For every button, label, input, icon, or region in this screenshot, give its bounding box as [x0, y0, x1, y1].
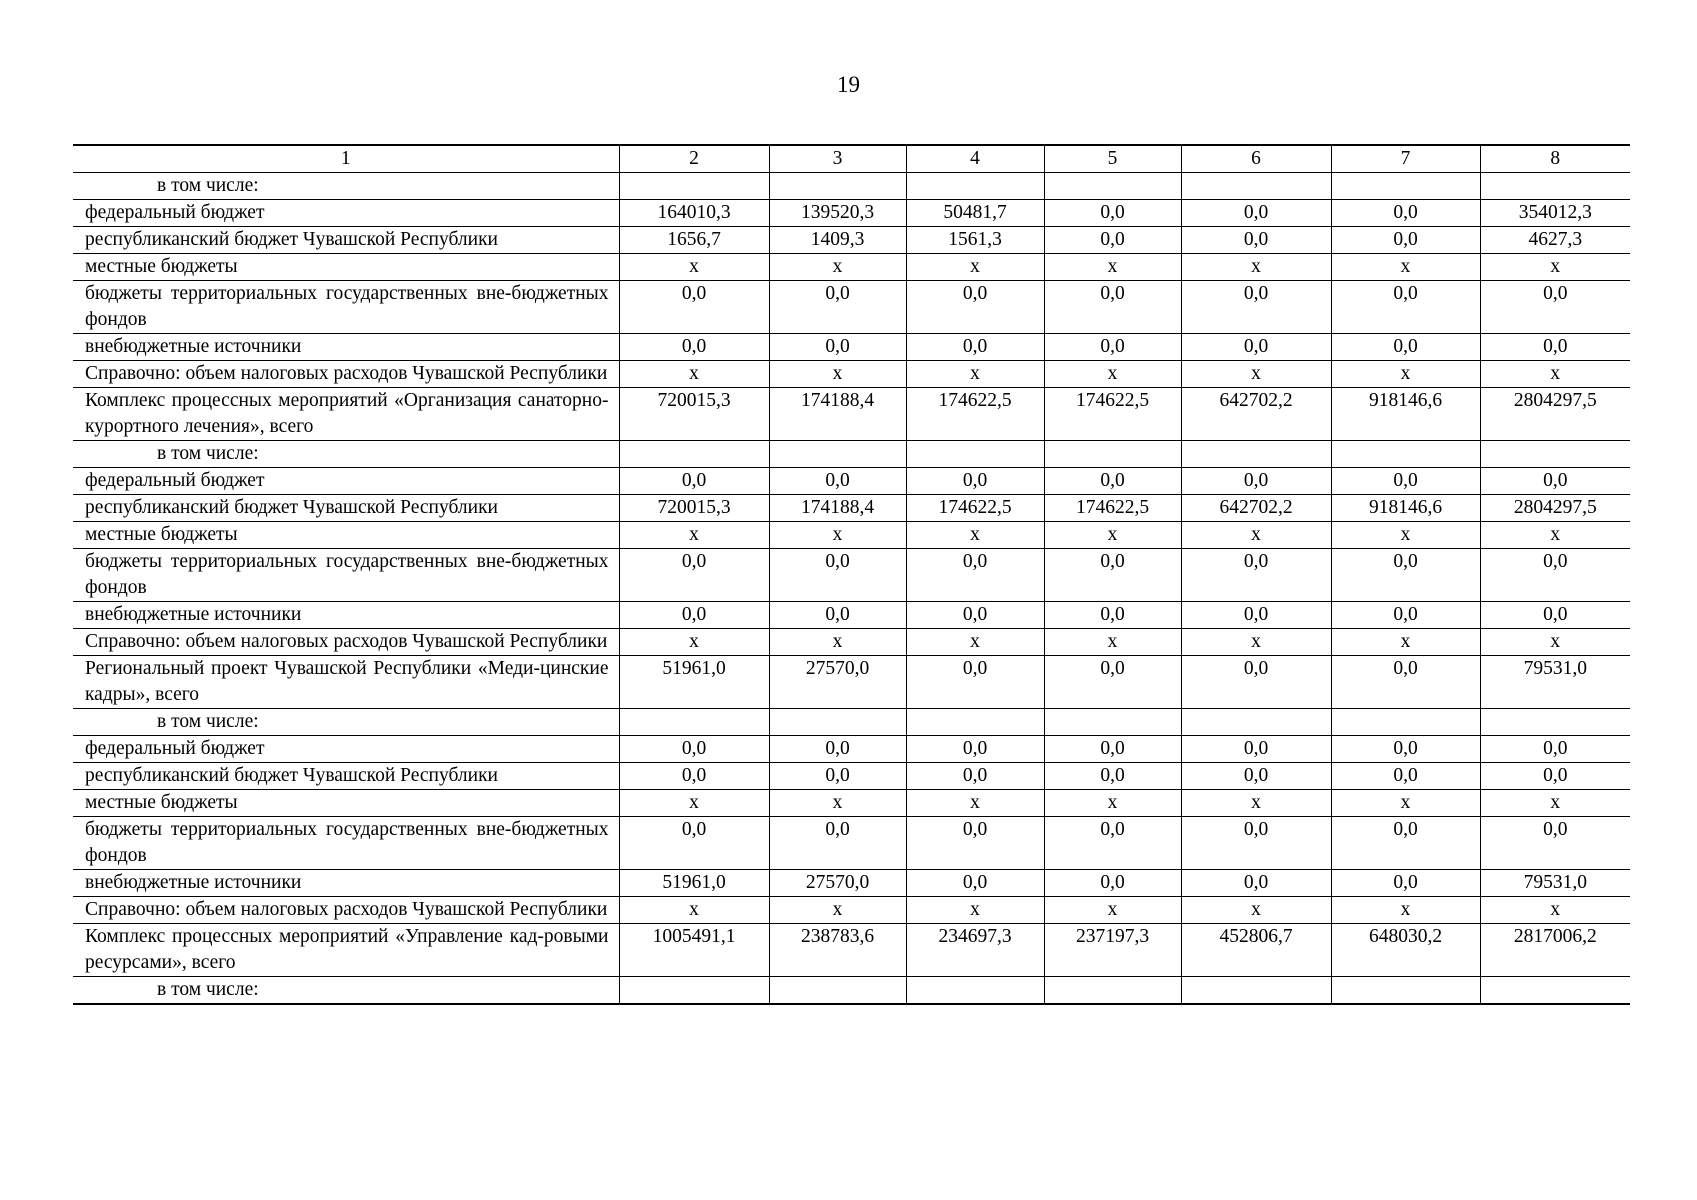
table-cell: 0,0	[1181, 468, 1331, 495]
table-cell	[619, 709, 769, 736]
table-cell: 234697,3	[906, 924, 1044, 977]
table-cell: 0,0	[769, 334, 906, 361]
table-cell: 0,0	[1331, 200, 1480, 227]
column-number: 8	[1480, 145, 1630, 173]
table-cell: 0,0	[1181, 602, 1331, 629]
table-cell	[1480, 441, 1630, 468]
table-cell: 2804297,5	[1480, 495, 1630, 522]
page-number: 19	[837, 72, 860, 97]
table-cell: 237197,3	[1044, 924, 1181, 977]
row-label: местные бюджеты	[73, 254, 619, 281]
table-cell: х	[1181, 522, 1331, 549]
table-cell: 0,0	[906, 656, 1044, 709]
column-number-row	[73, 145, 1630, 173]
table-cell: 0,0	[619, 763, 769, 790]
table-cell: 0,0	[906, 334, 1044, 361]
row-label: республиканский бюджет Чувашской Республики	[73, 495, 619, 522]
table-row	[73, 522, 1630, 549]
table-cell: х	[619, 522, 769, 549]
table-row	[73, 629, 1630, 656]
row-label: местные бюджеты	[73, 522, 619, 549]
table-cell	[1181, 709, 1331, 736]
column-number: 1	[73, 145, 619, 173]
table-cell: 174622,5	[906, 388, 1044, 441]
table-cell: 0,0	[1181, 763, 1331, 790]
row-label: бюджеты территориальных государственных вне-бюджетных фондов	[73, 281, 619, 334]
table-cell: 0,0	[1480, 817, 1630, 870]
table-row	[73, 334, 1630, 361]
table-row	[73, 977, 1630, 1005]
column-number: 2	[619, 145, 769, 173]
table-cell: 0,0	[769, 468, 906, 495]
table-row	[73, 709, 1630, 736]
table-cell: 720015,3	[619, 388, 769, 441]
table-cell: х	[619, 361, 769, 388]
table-cell: 0,0	[1480, 334, 1630, 361]
table-cell	[769, 441, 906, 468]
table-cell: х	[619, 254, 769, 281]
table-cell	[1331, 173, 1480, 200]
table-cell: 174622,5	[1044, 388, 1181, 441]
table-cell: х	[906, 522, 1044, 549]
table-cell: 0,0	[769, 763, 906, 790]
table-cell: 0,0	[906, 468, 1044, 495]
table-cell: 0,0	[1181, 736, 1331, 763]
table-cell: х	[1181, 629, 1331, 656]
column-number: 7	[1331, 145, 1480, 173]
table-cell: 0,0	[1044, 468, 1181, 495]
table-cell	[1044, 977, 1181, 1005]
table-cell: 0,0	[906, 602, 1044, 629]
table-cell: х	[1480, 790, 1630, 817]
table-row	[73, 897, 1630, 924]
table-cell: 0,0	[619, 334, 769, 361]
table-row	[73, 200, 1630, 227]
table-cell	[769, 173, 906, 200]
table-cell: х	[1480, 897, 1630, 924]
table-cell: 0,0	[619, 817, 769, 870]
table-row	[73, 656, 1630, 709]
table-cell: х	[769, 790, 906, 817]
table-cell: 0,0	[1181, 200, 1331, 227]
table-cell: 0,0	[1331, 817, 1480, 870]
table-cell: 27570,0	[769, 656, 906, 709]
table-cell: 0,0	[1044, 200, 1181, 227]
row-label: республиканский бюджет Чувашской Республики	[73, 227, 619, 254]
table-cell: х	[1181, 897, 1331, 924]
table-cell: х	[1181, 254, 1331, 281]
table-row	[73, 388, 1630, 441]
table-cell	[906, 173, 1044, 200]
table-cell: 1409,3	[769, 227, 906, 254]
table-cell	[1044, 441, 1181, 468]
row-label: в том числе:	[73, 173, 619, 200]
table-cell: х	[1044, 897, 1181, 924]
row-label: Справочно: объем налоговых расходов Чувашской Республики	[73, 361, 619, 388]
row-label: внебюджетные источники	[73, 870, 619, 897]
table-row	[73, 254, 1630, 281]
table-row	[73, 602, 1630, 629]
table-cell	[1331, 977, 1480, 1005]
table-cell: 0,0	[1331, 736, 1480, 763]
table-cell: 0,0	[1331, 227, 1480, 254]
table-cell: х	[619, 790, 769, 817]
table-cell: 174188,4	[769, 495, 906, 522]
table-cell: х	[769, 897, 906, 924]
table-cell: 642702,2	[1181, 388, 1331, 441]
table-cell	[1480, 977, 1630, 1005]
row-label: Справочно: объем налоговых расходов Чувашской Республики	[73, 629, 619, 656]
table-cell: 720015,3	[619, 495, 769, 522]
table-cell: 0,0	[769, 549, 906, 602]
table-cell: 139520,3	[769, 200, 906, 227]
table-cell: х	[1044, 629, 1181, 656]
table-cell: 0,0	[1044, 227, 1181, 254]
row-label: Комплекс процессных мероприятий «Управление кад-ровыми ресурсами», всего	[73, 924, 619, 977]
table-cell: 0,0	[1480, 763, 1630, 790]
table-cell: х	[906, 897, 1044, 924]
table-cell: 0,0	[1480, 736, 1630, 763]
row-label: внебюджетные источники	[73, 334, 619, 361]
table-cell: 918146,6	[1331, 495, 1480, 522]
table-cell: 0,0	[906, 549, 1044, 602]
row-label: Комплекс процессных мероприятий «Организация санаторно-курортного лечения», всего	[73, 388, 619, 441]
table-cell: 0,0	[1480, 468, 1630, 495]
table-cell: х	[1181, 790, 1331, 817]
table-cell: 452806,7	[1181, 924, 1331, 977]
table-cell	[769, 709, 906, 736]
row-label: в том числе:	[73, 977, 619, 1005]
row-label: Региональный проект Чувашской Республики «Меди-цинские кадры», всего	[73, 656, 619, 709]
table-cell: 79531,0	[1480, 656, 1630, 709]
table-cell: 0,0	[1181, 281, 1331, 334]
table-cell: х	[1044, 790, 1181, 817]
row-label: федеральный бюджет	[73, 200, 619, 227]
table-cell: 174622,5	[906, 495, 1044, 522]
table-cell	[1181, 977, 1331, 1005]
row-label: в том числе:	[73, 441, 619, 468]
table-cell: х	[619, 629, 769, 656]
table-cell: 0,0	[1181, 870, 1331, 897]
table-cell: 0,0	[1331, 334, 1480, 361]
table-cell: 0,0	[1044, 817, 1181, 870]
table-cell	[1044, 709, 1181, 736]
table-cell: х	[1331, 790, 1480, 817]
table-row	[73, 495, 1630, 522]
table-cell	[906, 977, 1044, 1005]
row-label: бюджеты территориальных государственных вне-бюджетных фондов	[73, 817, 619, 870]
row-label: в том числе:	[73, 709, 619, 736]
table-cell: 918146,6	[1331, 388, 1480, 441]
column-number: 5	[1044, 145, 1181, 173]
table-cell: 0,0	[1044, 763, 1181, 790]
table-row	[73, 549, 1630, 602]
table-row	[73, 441, 1630, 468]
table-cell: х	[1331, 897, 1480, 924]
table-cell: 51961,0	[619, 870, 769, 897]
table-cell: 164010,3	[619, 200, 769, 227]
table-cell: х	[1480, 522, 1630, 549]
table-cell: 2804297,5	[1480, 388, 1630, 441]
table-cell: 0,0	[1181, 334, 1331, 361]
table-cell	[619, 441, 769, 468]
table-cell: 0,0	[1331, 656, 1480, 709]
budget-table	[73, 144, 1630, 1005]
table-cell: 0,0	[1181, 227, 1331, 254]
row-label: внебюджетные источники	[73, 602, 619, 629]
table-cell	[1331, 709, 1480, 736]
table-cell	[1480, 709, 1630, 736]
table-cell: х	[769, 629, 906, 656]
table-row	[73, 736, 1630, 763]
table-cell: х	[1331, 522, 1480, 549]
table-cell: 0,0	[906, 736, 1044, 763]
row-label: федеральный бюджет	[73, 736, 619, 763]
table-row	[73, 468, 1630, 495]
table-row	[73, 361, 1630, 388]
table-row	[73, 924, 1630, 977]
row-label: республиканский бюджет Чувашской Республики	[73, 763, 619, 790]
table-cell: 0,0	[1181, 817, 1331, 870]
table-cell: 0,0	[1181, 656, 1331, 709]
table-cell: 0,0	[906, 763, 1044, 790]
table-cell: 0,0	[769, 281, 906, 334]
table-cell: 0,0	[1044, 281, 1181, 334]
table-cell: 0,0	[1331, 602, 1480, 629]
table-cell: 0,0	[769, 602, 906, 629]
table-cell: 0,0	[1331, 281, 1480, 334]
table-cell	[619, 977, 769, 1005]
table-cell: х	[1181, 361, 1331, 388]
row-label: федеральный бюджет	[73, 468, 619, 495]
table-cell: 0,0	[1331, 763, 1480, 790]
table-cell: х	[1331, 254, 1480, 281]
table-cell: 4627,3	[1480, 227, 1630, 254]
table-cell: х	[906, 790, 1044, 817]
table-cell: 0,0	[1480, 602, 1630, 629]
table-cell	[1181, 173, 1331, 200]
table-cell: х	[906, 629, 1044, 656]
table-cell: х	[1044, 522, 1181, 549]
table-cell: х	[1044, 254, 1181, 281]
table-cell: 0,0	[1331, 468, 1480, 495]
table-row	[73, 790, 1630, 817]
table-cell: 27570,0	[769, 870, 906, 897]
table-cell: 0,0	[1044, 602, 1181, 629]
table-cell: 50481,7	[906, 200, 1044, 227]
table-cell: 648030,2	[1331, 924, 1480, 977]
row-label: бюджеты территориальных государственных вне-бюджетных фондов	[73, 549, 619, 602]
table-cell: 0,0	[1331, 549, 1480, 602]
table-cell: 0,0	[906, 870, 1044, 897]
table-cell	[619, 173, 769, 200]
table-cell: 0,0	[619, 736, 769, 763]
table-cell: 174188,4	[769, 388, 906, 441]
table-cell: 2817006,2	[1480, 924, 1630, 977]
table-row	[73, 281, 1630, 334]
row-label: местные бюджеты	[73, 790, 619, 817]
table-cell: 0,0	[1044, 736, 1181, 763]
table-cell: 51961,0	[619, 656, 769, 709]
table-cell: х	[906, 254, 1044, 281]
column-number: 4	[906, 145, 1044, 173]
column-number: 3	[769, 145, 906, 173]
table-cell	[1044, 173, 1181, 200]
table-cell: 238783,6	[769, 924, 906, 977]
table-cell: 0,0	[1331, 870, 1480, 897]
table-cell: х	[619, 897, 769, 924]
table-cell: х	[769, 361, 906, 388]
table-cell	[906, 441, 1044, 468]
table-cell: 1005491,1	[619, 924, 769, 977]
table-cell	[1480, 173, 1630, 200]
table-cell: 0,0	[1044, 656, 1181, 709]
table-cell: х	[1331, 361, 1480, 388]
table-cell: 0,0	[1480, 549, 1630, 602]
table-cell	[1331, 441, 1480, 468]
table-cell: 0,0	[1480, 281, 1630, 334]
table-cell: 0,0	[1044, 549, 1181, 602]
table-cell: 0,0	[769, 736, 906, 763]
table-row	[73, 870, 1630, 897]
table-cell: х	[1331, 629, 1480, 656]
table-cell: 0,0	[1181, 549, 1331, 602]
table-row	[73, 763, 1630, 790]
table-cell: 0,0	[619, 468, 769, 495]
table-cell: х	[769, 254, 906, 281]
table-cell: 0,0	[906, 281, 1044, 334]
table-cell: х	[1480, 361, 1630, 388]
table-cell: 0,0	[619, 549, 769, 602]
table-cell: х	[1044, 361, 1181, 388]
table-cell: 354012,3	[1480, 200, 1630, 227]
table-cell	[1181, 441, 1331, 468]
table-cell: 0,0	[769, 817, 906, 870]
budget-table-body	[73, 145, 1630, 1004]
table-cell: 0,0	[619, 602, 769, 629]
table-cell: х	[1480, 629, 1630, 656]
table-cell: 642702,2	[1181, 495, 1331, 522]
table-cell	[906, 709, 1044, 736]
table-row	[73, 173, 1630, 200]
table-cell: 0,0	[906, 817, 1044, 870]
table-cell: 1561,3	[906, 227, 1044, 254]
row-label: Справочно: объем налоговых расходов Чувашской Республики	[73, 897, 619, 924]
table-cell: х	[906, 361, 1044, 388]
table-cell: 1656,7	[619, 227, 769, 254]
column-number: 6	[1181, 145, 1331, 173]
table-cell: 0,0	[1044, 870, 1181, 897]
table-cell: 79531,0	[1480, 870, 1630, 897]
table-cell: 174622,5	[1044, 495, 1181, 522]
table-cell: х	[769, 522, 906, 549]
table-row	[73, 817, 1630, 870]
table-cell: х	[1480, 254, 1630, 281]
table-cell	[769, 977, 906, 1005]
table-cell: 0,0	[619, 281, 769, 334]
table-cell: 0,0	[1044, 334, 1181, 361]
table-row	[73, 227, 1630, 254]
